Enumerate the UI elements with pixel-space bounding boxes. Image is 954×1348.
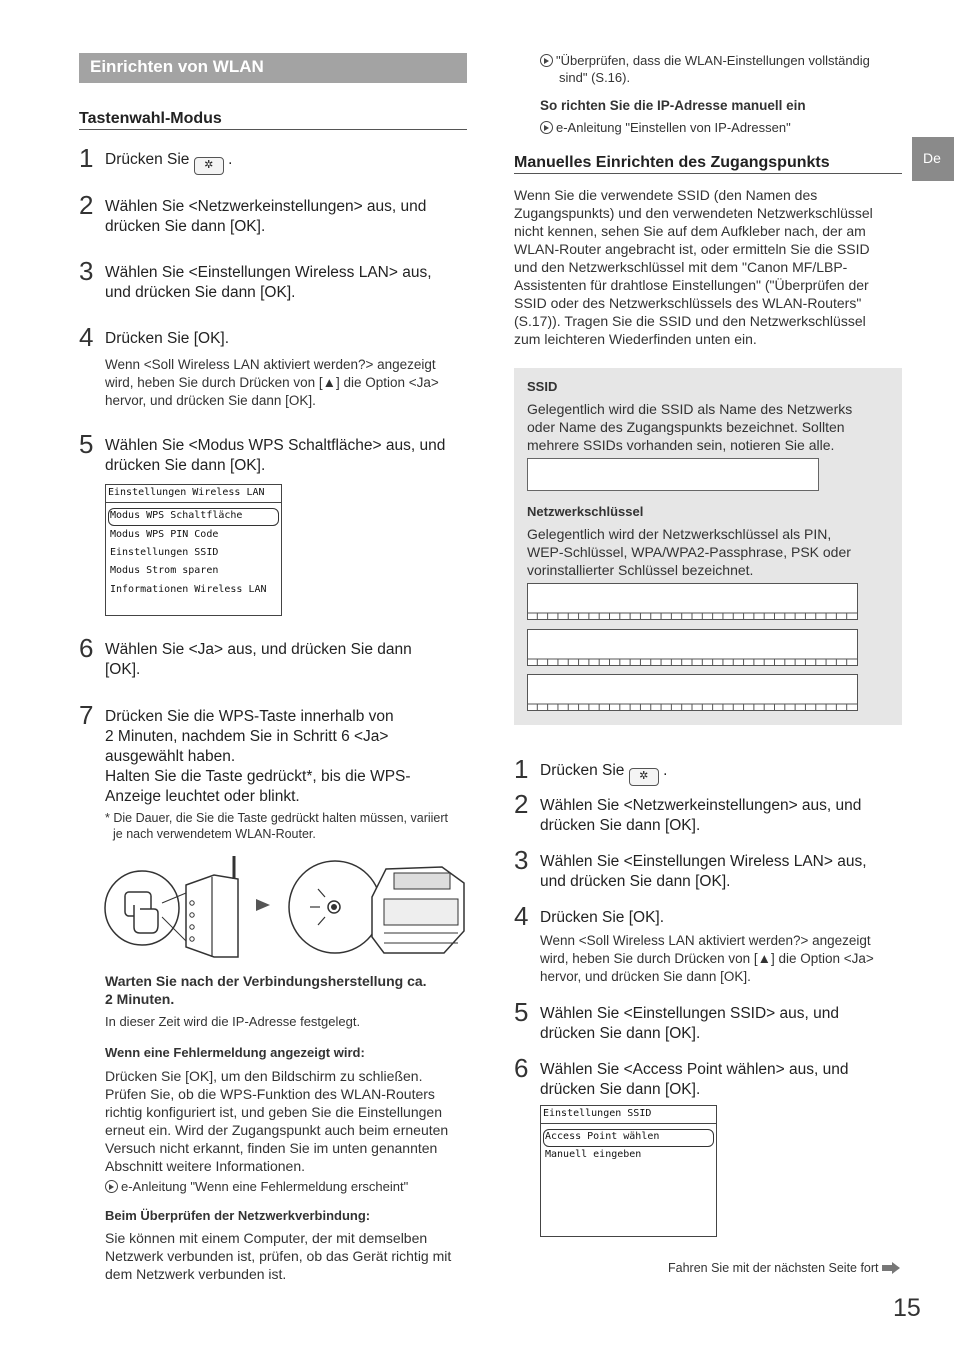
page-number: 15 (893, 1294, 921, 1322)
section-title: Einrichten von WLAN (90, 57, 264, 76)
note-line: hervor, und drücken Sie dann [OK]. (105, 393, 316, 408)
continue-text: Fahren Sie mit der nächsten Seite fort (668, 1261, 879, 1275)
r-step-3-line: und drücken Sie dann [OK]. (540, 873, 731, 890)
step-number: 7 (79, 700, 94, 730)
step-7-line: Anzeige leuchtet oder blinkt. (105, 788, 300, 805)
ip-reference (540, 119, 791, 136)
error-line: Abschnitt weitere Informationen. (105, 1158, 305, 1174)
step-number: 6 (79, 633, 94, 663)
footnote-line: je nach verwendetem WLAN-Router. (113, 827, 316, 841)
intro-line: Assistenten für drahtlose Einstellungen" ("Überprüfen der (514, 277, 869, 293)
intro-line: nicht kennen, sehen Sie auf dem Aufkleber nach, der am (514, 223, 866, 239)
ssid-line: oder Name des Zugangspunkts bezeichnet. Sollten (527, 419, 845, 435)
step-number: 1 (514, 754, 529, 784)
intro-line: (S.17)). Tragen Sie die SSID und den Netzwerkschlüssel (514, 313, 866, 329)
lcd-divider (541, 1123, 716, 1124)
intro-text (514, 186, 873, 348)
intro-line: SSID oder des Netzwerkschlüssels des WLAN-Routers" (514, 295, 862, 311)
step-7-line: Drücken Sie die WPS-Taste innerhalb von (105, 708, 394, 725)
error-title: Wenn eine Fehlermeldung angezeigt wird: (105, 1045, 365, 1060)
arrow-circle-icon (540, 54, 553, 67)
r-step-1-label: Drücken Sie (540, 762, 625, 779)
continue-note (668, 1260, 900, 1277)
ssid-line: mehrere SSIDs vorhanden sein, notieren Sie alle. (527, 437, 835, 453)
r-step-6-line: Wählen Sie <Access Point wählen> aus, und (540, 1061, 849, 1078)
error-line: Prüfen Sie, ob die WPS-Funktion des WLAN-Routers (105, 1086, 435, 1102)
r-step-2-line: Wählen Sie <Netzwerkeinstellungen> aus, und (540, 797, 862, 814)
r-step-1-tail: . (663, 762, 668, 779)
key-text (527, 525, 851, 579)
step-7-line: ausgewählt haben. (105, 748, 236, 765)
r-step-5-text (540, 1004, 839, 1044)
finger-icon (134, 905, 158, 933)
r-step-2-line: drücken Sie dann [OK]. (540, 817, 701, 834)
wait-title-line: Warten Sie nach der Verbindungsherstellung ca. (105, 973, 427, 989)
wps-lamp-center (331, 904, 337, 910)
intro-line: zum leichteren Wiederfinden unten ein. (514, 331, 757, 347)
top-reference-line: "Überprüfen, dass die WLAN-Einstellungen vollständig (556, 53, 870, 68)
intro-line: Wenn Sie die verwendete SSID (den Namen des (514, 187, 818, 203)
step-number: 5 (514, 997, 529, 1027)
error-line: Drücken Sie [OK], um den Bildschirm zu schließen. (105, 1068, 423, 1084)
check-line: dem Netzwerk verbunden ist. (105, 1266, 287, 1282)
printer-scanner (394, 873, 450, 889)
arrow-right-icon (256, 899, 270, 911)
arrow-circle-icon (105, 1180, 118, 1193)
key-line: vorinstallierter Schlüssel bezeichnet. (527, 562, 754, 578)
step-number: 3 (514, 845, 529, 875)
r-step-4-note (540, 932, 874, 986)
step-number: 4 (514, 901, 529, 931)
r-step-3-line: Wählen Sie <Einstellungen Wireless LAN> aus, (540, 853, 867, 870)
wait-title (105, 972, 427, 1008)
step-4-text: Drücken Sie [OK]. (105, 330, 230, 347)
step-3-line: Wählen Sie <Einstellungen Wireless LAN> aus, (105, 264, 432, 281)
step-5-line: drücken Sie dann [OK]. (105, 457, 266, 474)
ssid-line: Gelegentlich wird die SSID als Name des Netzwerks (527, 401, 853, 417)
step-6-line: [OK]. (105, 661, 141, 678)
note-line: Wenn <Soll Wireless LAN aktiviert werden?> angezeigt (105, 357, 436, 372)
intro-line: WLAN-Router angebracht ist, oder ermitteln Sie die SSID (514, 241, 870, 257)
intro-line: und den Netzwerkschlüssel mit dem "Canon MF/LBP- (514, 259, 848, 275)
language-tab (912, 137, 954, 181)
lcd-divider (106, 502, 281, 503)
step-2-line: Wählen Sie <Netzwerkeinstellungen> aus, und (105, 198, 427, 215)
ssid-title: SSID (527, 379, 558, 394)
step-number: 2 (514, 789, 529, 819)
arrow-circle-icon (540, 121, 553, 134)
step-3-line: und drücken Sie dann [OK]. (105, 284, 296, 301)
subheading-button-mode: Tastenwahl-Modus (79, 110, 467, 130)
r-step-2-text (540, 796, 861, 836)
lcd-item: Modus WPS Schaltfläche (110, 510, 243, 521)
wps-illustration (104, 853, 468, 961)
check-title: Beim Überprüfen der Netzwerkverbindung: (105, 1208, 371, 1223)
step-7-line: Halten Sie die Taste gedrückt*, bis die WPS- (105, 768, 411, 785)
r-step-1-text (540, 761, 667, 786)
r-step-3-text (540, 852, 867, 892)
step-number: 2 (79, 190, 94, 220)
lcd-item: Modus Strom sparen (110, 565, 219, 576)
network-key-fields[interactable] (527, 583, 859, 713)
step-7-footnote (105, 810, 448, 842)
ssid-text (527, 400, 852, 454)
check-text (105, 1229, 451, 1283)
lcd-item: Informationen Wireless LAN (110, 584, 267, 595)
step-5-text (105, 436, 445, 476)
lcd-item: Access Point wählen (545, 1131, 660, 1142)
footnote-line: * Die Dauer, die Sie die Taste gedrückt halten müssen, variiert (105, 811, 449, 825)
menu-button-icon: ✲ (194, 157, 224, 175)
top-reference (540, 52, 870, 86)
step-number: 6 (514, 1053, 529, 1083)
r-step-4-text: Drücken Sie [OK]. (540, 909, 665, 926)
lcd-screen-ssid-settings (540, 1105, 717, 1237)
error-line: Versuch nicht erkannt, finden Sie im unten genannten (105, 1140, 438, 1156)
key-line: WEP-Schlüssel, WPA/WPA2-Passphrase, PSK oder (527, 544, 851, 560)
step-1-text (105, 150, 232, 175)
step-6-text (105, 640, 412, 680)
step-6-line: Wählen Sie <Ja> aus, und drücken Sie dann (105, 641, 412, 658)
step-2-line: drücken Sie dann [OK]. (105, 218, 266, 235)
r-step-6-text (540, 1060, 848, 1100)
r-step-5-line: Wählen Sie <Einstellungen SSID> aus, und (540, 1005, 839, 1022)
lcd-item: Modus WPS PIN Code (110, 529, 219, 540)
step-2-text (105, 197, 426, 237)
ip-reference-text: e-Anleitung "Einstellen von IP-Adressen" (556, 120, 791, 135)
step-3-text (105, 263, 432, 303)
lcd-title: Einstellungen SSID (543, 1108, 652, 1119)
ip-title: So richten Sie die IP-Adresse manuell ein (540, 98, 806, 113)
check-line: Sie können mit einem Computer, der mit demselben (105, 1230, 428, 1246)
step-number: 4 (79, 322, 94, 352)
top-reference-line: sind" (S.16). (559, 70, 631, 85)
ssid-write-field[interactable] (527, 458, 819, 491)
step-1-tail: . (228, 151, 233, 168)
note-line: wird, heben Sie durch Drücken von [▲] die Option <Ja> (540, 951, 874, 966)
subheading-manual-setup: Manuelles Einrichten des Zugangspunkts (514, 154, 902, 174)
note-line: hervor, und drücken Sie dann [OK]. (540, 969, 751, 984)
wait-title-line: 2 Minuten. (105, 991, 175, 1007)
error-reference-text: e-Anleitung "Wenn eine Fehlermeldung erscheint" (121, 1179, 409, 1194)
step-number: 1 (79, 143, 94, 173)
error-reference (105, 1178, 408, 1195)
step-4-note (105, 356, 439, 410)
lcd-screen-wireless-lan (105, 484, 282, 616)
arrow-right-icon (882, 1262, 900, 1274)
lcd-title: Einstellungen Wireless LAN (108, 487, 265, 498)
lcd-item: Einstellungen SSID (110, 547, 219, 558)
r-step-6-line: drücken Sie dann [OK]. (540, 1081, 701, 1098)
error-line: erneut ein. Wird der Zugangspunkt auch beim erneuten (105, 1122, 449, 1138)
menu-button-icon: ✲ (629, 768, 659, 786)
note-line: wird, heben Sie durch Drücken von [▲] die Option <Ja> (105, 375, 439, 390)
key-title: Netzwerkschlüssel (527, 504, 644, 519)
step-7-text (105, 707, 411, 807)
printer-body (384, 899, 458, 925)
section-title-band (79, 53, 467, 83)
error-text (105, 1067, 448, 1175)
r-step-5-line: drücken Sie dann [OK]. (540, 1025, 701, 1042)
note-line: Wenn <Soll Wireless LAN aktiviert werden?> angezeigt (540, 933, 871, 948)
wait-text: In dieser Zeit wird die IP-Adresse festgelegt. (105, 1014, 361, 1029)
check-line: Netzwerk verbunden ist, prüfen, ob das Gerät richtig mit (105, 1248, 452, 1264)
intro-line: Zugangspunkts) und den verwendeten Netzwerkschlüssel (514, 205, 873, 221)
step-7-line: 2 Minuten, nachdem Sie in Schritt 6 <Ja> (105, 728, 389, 745)
lcd-item: Manuell eingeben (545, 1149, 642, 1160)
step-1-label: Drücken Sie (105, 151, 190, 168)
step-5-line: Wählen Sie <Modus WPS Schaltfläche> aus, und (105, 437, 446, 454)
key-line: Gelegentlich wird der Netzwerkschlüssel als PIN, (527, 526, 832, 542)
error-line: richtig konfiguriert ist, und geben Sie die Einstellungen (105, 1104, 442, 1120)
step-number: 5 (79, 429, 94, 459)
step-number: 3 (79, 256, 94, 286)
language-tab-label: De (923, 150, 941, 166)
